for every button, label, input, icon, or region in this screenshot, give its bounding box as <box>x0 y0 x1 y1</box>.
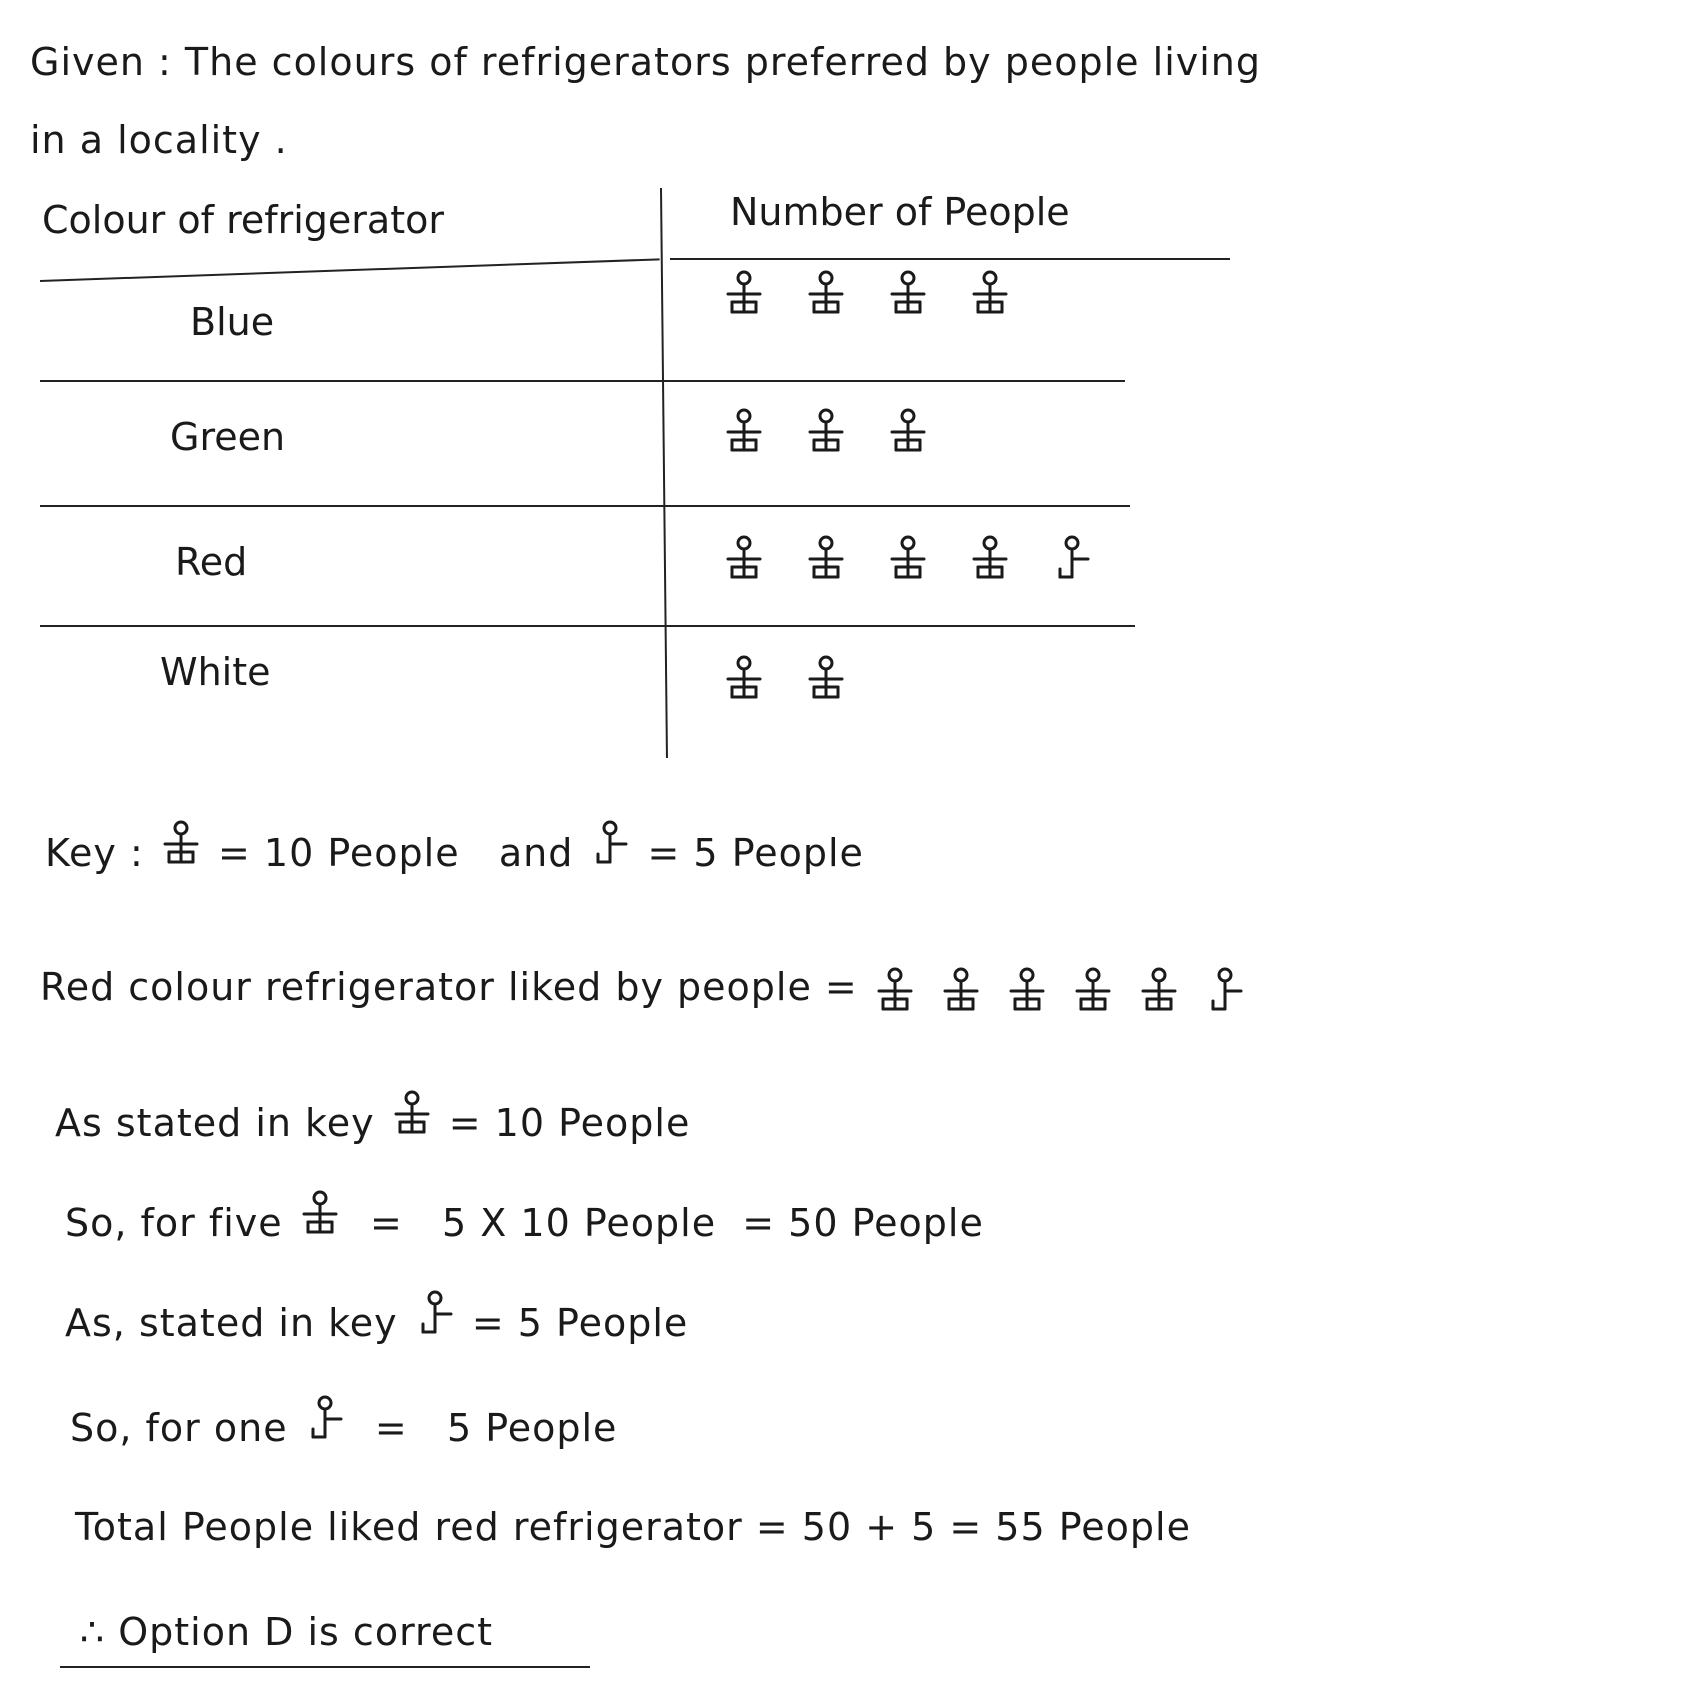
col2-header: Number of People <box>730 190 1070 234</box>
person-half-icon <box>1201 967 1249 1013</box>
person-full-icon <box>966 535 1014 581</box>
person-full-icon <box>884 535 932 581</box>
one-line <box>70 1395 617 1450</box>
stated-line-1 <box>55 1090 690 1145</box>
row-icons-red <box>720 535 1096 581</box>
person-half-icon <box>1048 535 1096 581</box>
person-full-icon <box>884 270 932 316</box>
person-full-icon <box>802 655 850 701</box>
row-label-red: Red <box>175 540 248 584</box>
five-equals: = <box>369 1201 403 1245</box>
total-line: Total People liked red refrigerator = 50 + 5 = 55 People <box>75 1505 1191 1549</box>
row-icons-blue <box>720 270 1014 316</box>
person-full-icon <box>720 408 768 454</box>
person-half-icon <box>411 1290 459 1336</box>
key-prefix: Key : <box>45 831 144 875</box>
person-half-icon <box>586 820 634 866</box>
row-rule <box>40 625 1135 627</box>
five-product: 5 X 10 People <box>442 1201 717 1245</box>
person-full-icon <box>720 270 768 316</box>
key-half-equals: = 5 People <box>647 831 864 875</box>
person-full-icon <box>1003 967 1051 1013</box>
person-full-icon <box>157 820 205 866</box>
conclusion-line: ∴ Option D is correct <box>80 1610 493 1654</box>
person-full-icon <box>802 535 850 581</box>
red-icons-row <box>871 967 1249 1013</box>
person-full-icon <box>388 1090 436 1136</box>
one-equals: = <box>374 1406 408 1450</box>
person-full-icon <box>802 270 850 316</box>
header-rule-left <box>40 258 660 282</box>
row-rule <box>40 505 1130 507</box>
five-text: So, for five <box>65 1201 283 1245</box>
row-label-white: White <box>160 650 271 694</box>
person-full-icon <box>966 270 1014 316</box>
conclusion-underline <box>60 1666 590 1668</box>
person-full-icon <box>296 1190 344 1236</box>
red-liked-line <box>40 965 1249 1013</box>
person-full-icon <box>802 408 850 454</box>
person-full-icon <box>884 408 932 454</box>
table-vertical-divider <box>660 188 668 758</box>
person-full-icon <box>720 655 768 701</box>
five-line <box>65 1190 984 1245</box>
one-result: 5 People <box>446 1406 618 1450</box>
stated-2-value: = 5 People <box>471 1301 689 1345</box>
given-line-2: in a locality . <box>30 118 288 162</box>
stated-1-text: As stated in key <box>55 1101 375 1145</box>
stated-1-value: = 10 People <box>448 1101 691 1145</box>
person-full-icon <box>1069 967 1117 1013</box>
col1-header: Colour of refrigerator <box>42 198 444 242</box>
row-label-green: Green <box>170 415 286 459</box>
key-full-equals: = 10 People <box>217 831 460 875</box>
stated-line-2 <box>65 1290 688 1345</box>
five-result: = 50 People <box>742 1201 984 1245</box>
one-text: So, for one <box>70 1406 288 1450</box>
row-icons-green <box>720 408 932 454</box>
red-liked-text: Red colour refrigerator liked by people = <box>40 965 858 1009</box>
key-line <box>45 820 864 875</box>
person-full-icon <box>871 967 919 1013</box>
row-label-blue: Blue <box>190 300 275 344</box>
row-icons-white <box>720 655 850 701</box>
given-line-1: Given : The colours of refrigerators preferred by people living <box>30 40 1261 84</box>
person-full-icon <box>720 535 768 581</box>
header-rule-right <box>670 258 1230 260</box>
person-full-icon <box>1135 967 1183 1013</box>
key-and: and <box>498 831 574 875</box>
row-rule <box>40 380 1125 382</box>
pictograph-table <box>40 180 1230 760</box>
stated-2-text: As, stated in key <box>65 1301 398 1345</box>
person-full-icon <box>937 967 985 1013</box>
person-half-icon <box>301 1395 349 1441</box>
